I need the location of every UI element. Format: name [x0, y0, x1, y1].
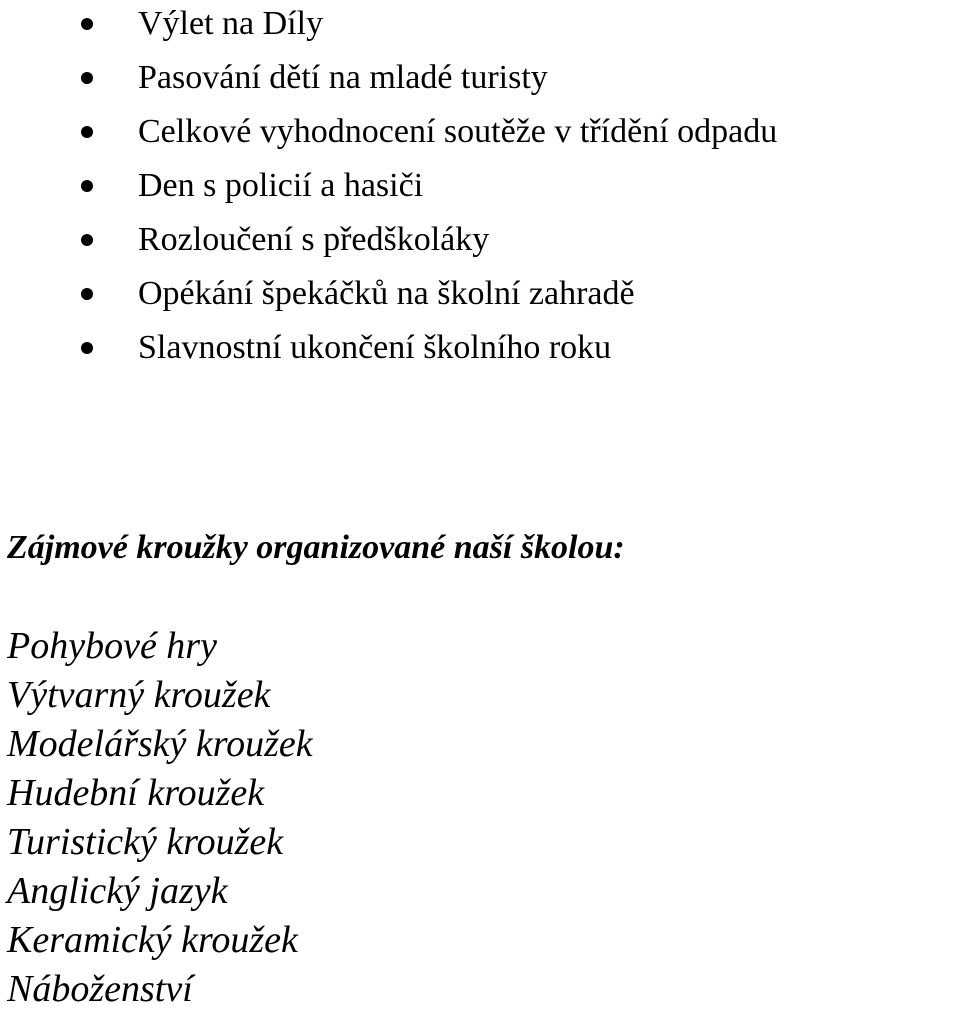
bullet-icon — [81, 72, 93, 84]
club-item: Hudební kroužek — [7, 772, 265, 814]
club-item: Náboženství — [7, 968, 193, 1010]
bullet-icon — [81, 234, 93, 246]
list-item — [0, 324, 960, 378]
event-text: Celkové vyhodnocení soutěže v třídění odpadu — [138, 113, 778, 150]
bullet-icon — [81, 288, 93, 300]
club-item: Keramický kroužek — [7, 919, 298, 961]
event-text: Opékání špekáčků na školní zahradě — [138, 275, 635, 312]
bullet-icon — [81, 18, 93, 30]
clubs-list — [7, 622, 313, 1014]
events-list — [0, 0, 960, 378]
list-item — [0, 108, 960, 162]
event-text: Den s policií a hasiči — [138, 167, 424, 204]
bullet-icon — [81, 342, 93, 354]
club-item: Výtvarný kroužek — [7, 674, 271, 716]
event-text: Rozloučení s předškoláky — [138, 221, 490, 258]
club-item: Pohybové hry — [7, 625, 217, 667]
list-item — [0, 0, 960, 54]
club-item: Anglický jazyk — [7, 870, 228, 912]
club-item: Turistický kroužek — [7, 821, 284, 863]
list-item — [0, 162, 960, 216]
bullet-icon — [81, 180, 93, 192]
bullet-icon — [81, 126, 93, 138]
list-item — [0, 54, 960, 108]
list-item — [0, 216, 960, 270]
list-item — [0, 270, 960, 324]
event-text: Slavnostní ukončení školního roku — [138, 329, 612, 366]
club-item: Modelářský kroužek — [7, 723, 313, 765]
clubs-heading: Zájmové kroužky organizované naší školou: — [7, 529, 625, 566]
event-text: Výlet na Díly — [138, 5, 324, 42]
event-text: Pasování dětí na mladé turisty — [138, 59, 548, 96]
